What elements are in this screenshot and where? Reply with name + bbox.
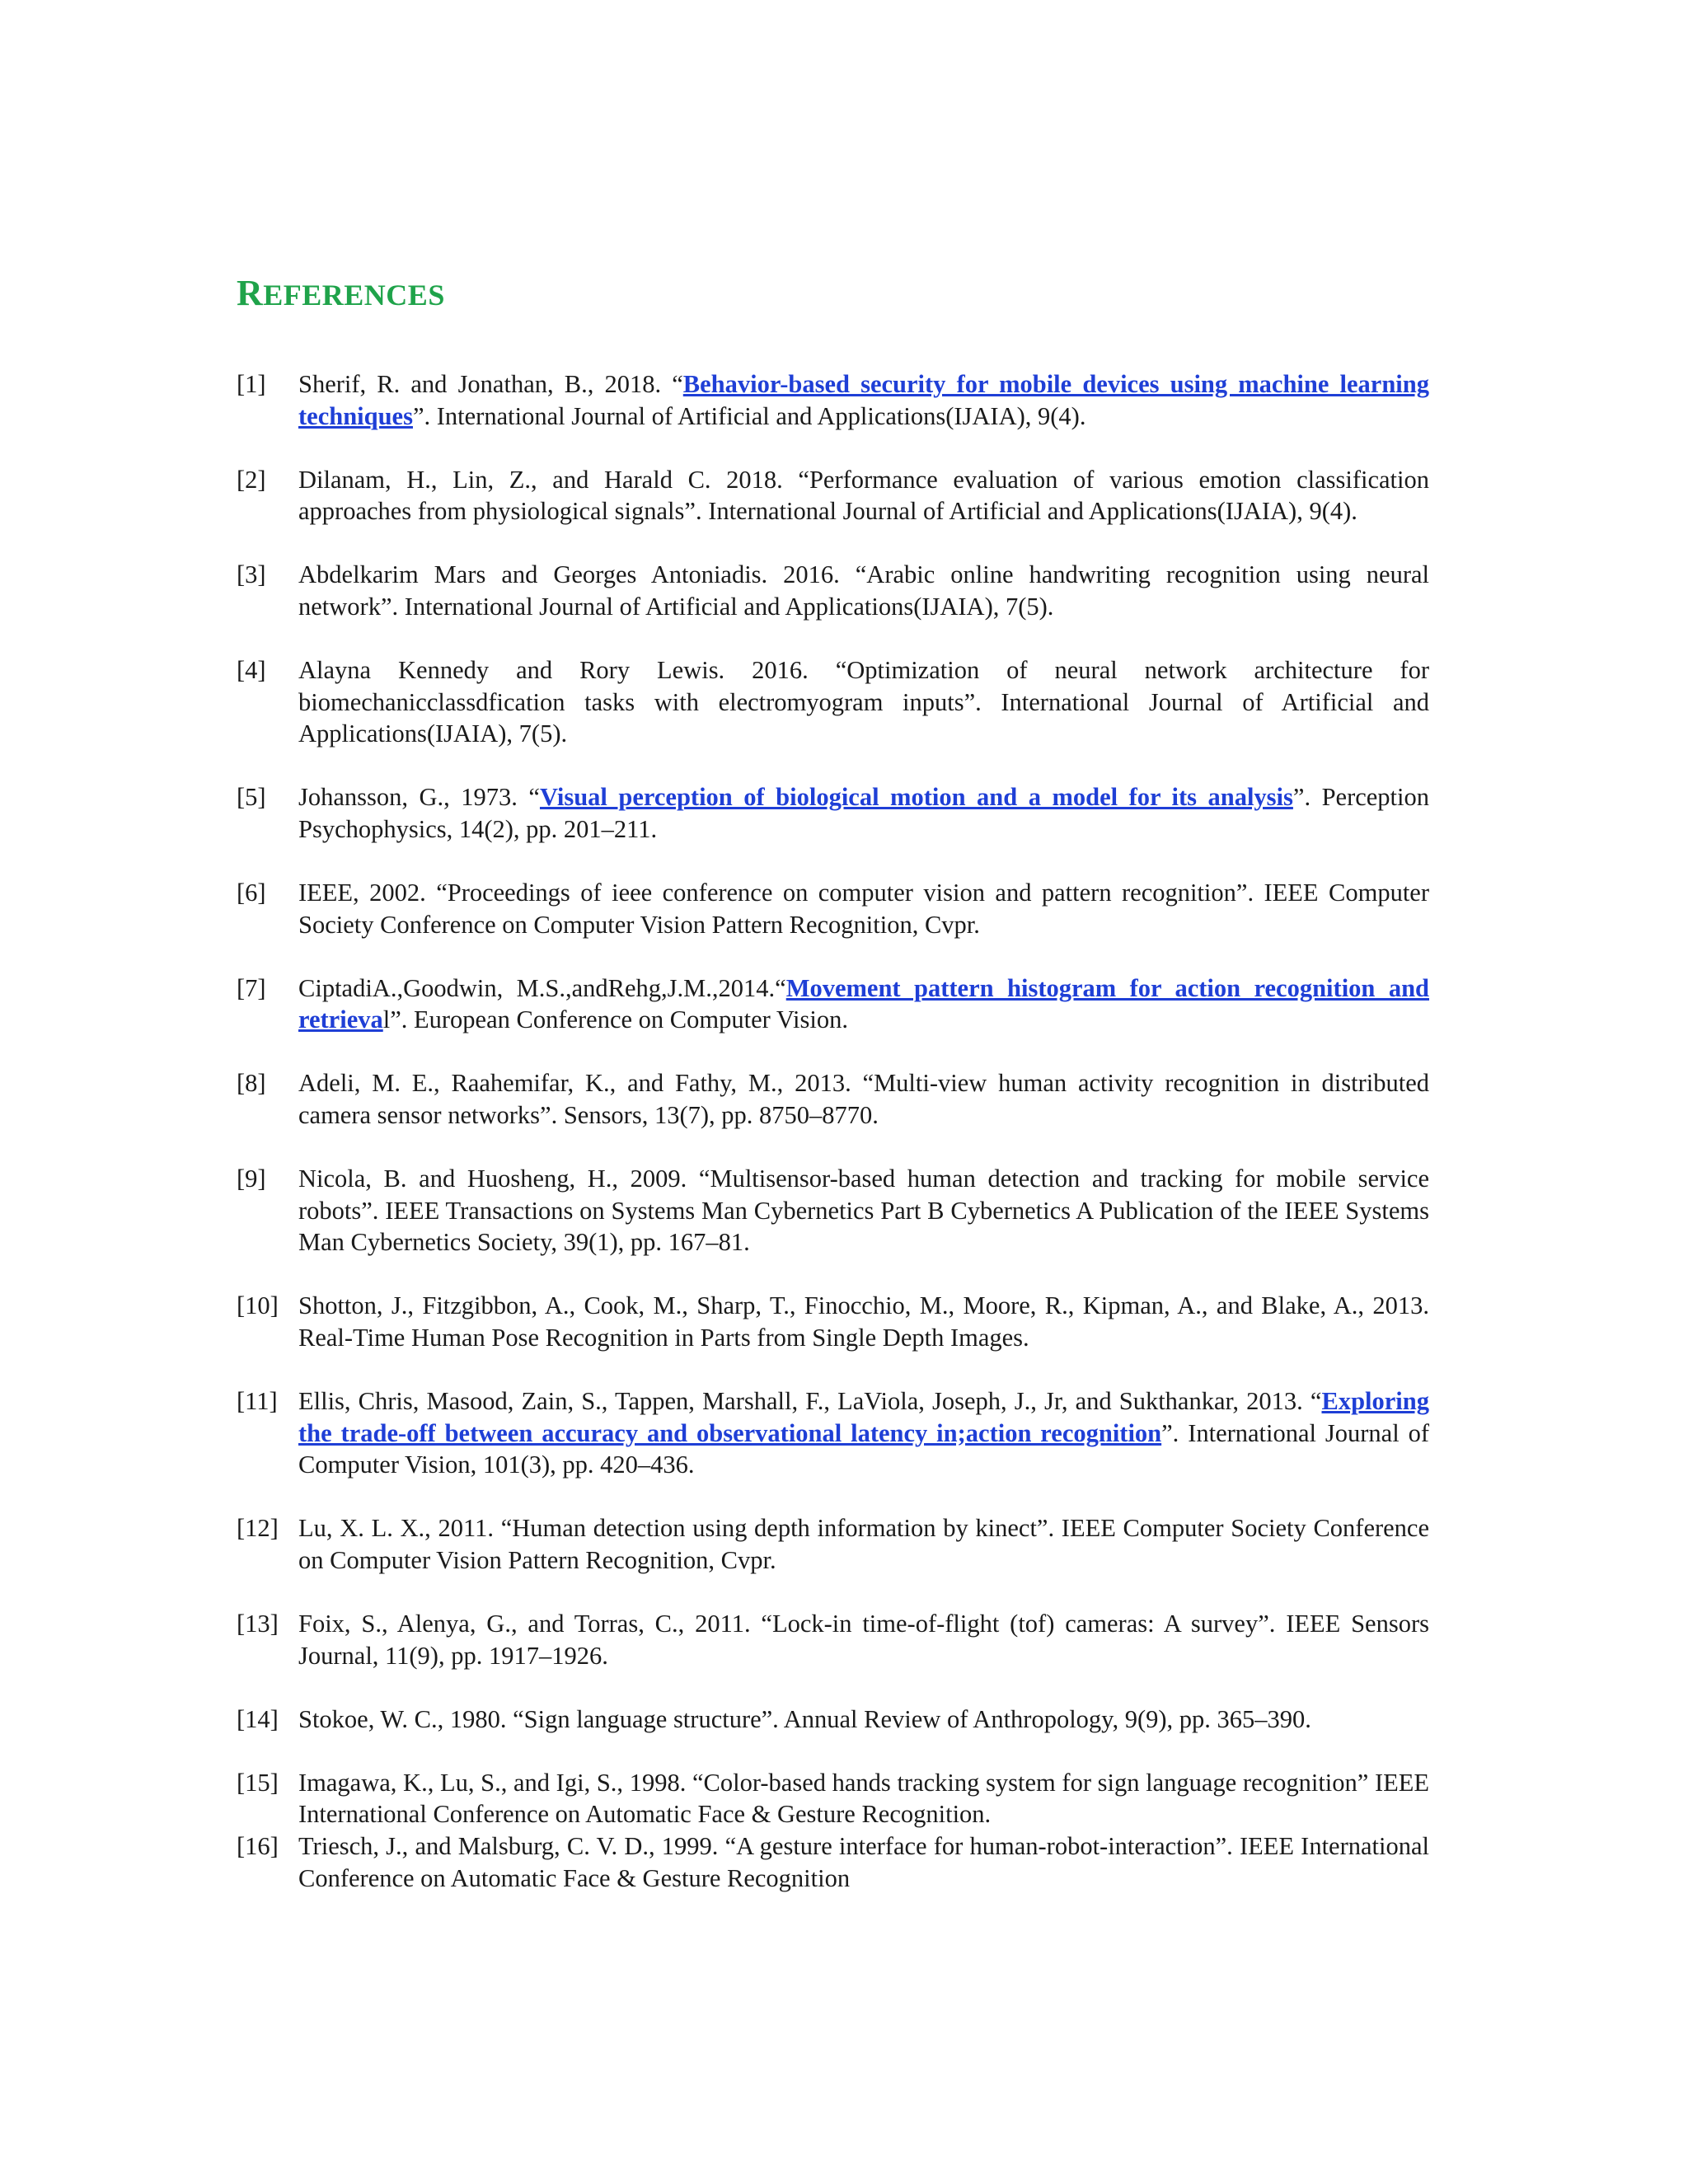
reference-item-5	[237, 781, 1429, 845]
reference-item-4	[237, 654, 1429, 750]
reference-text: Imagawa, K., Lu, S., and Igi, S., 1998. “Color-based hands tracking system for sign language recognition” IEEE International Conference on Automatic Face & Gesture Recognition.	[298, 1768, 1429, 1829]
reference-item-1	[237, 368, 1429, 432]
reference-number: [8]	[237, 1069, 266, 1098]
reference-link[interactable]: Visual perception of biological motion and a model for its analysis	[539, 783, 1293, 812]
reference-item-13	[237, 1608, 1429, 1671]
reference-item-7	[237, 972, 1429, 1036]
reference-text: Foix, S., Alenya, G., and Torras, C., 2011. “Lock-in time-of-flight (tof) cameras: A survey”. IEEE Sensors Journal, 11(9), pp. 1917–1926.	[298, 1610, 1429, 1670]
reference-number: [3]	[237, 560, 266, 589]
reference-text: Dilanam, H., Lin, Z., and Harald C. 2018. “Performance evaluation of various emotion classification approaches from physiological signals”. International Journal of Artificial and Applications(IJAIA), 9(4).	[298, 465, 1429, 526]
reference-list	[237, 368, 1429, 1926]
reference-text-tail: ”. International Journal of Computer Vision, 101(3), pp. 420–436.	[298, 1418, 1429, 1479]
reference-number: [2]	[237, 465, 266, 494]
heading-rest: EFERENCES	[263, 279, 445, 312]
reference-item-3	[237, 559, 1429, 622]
reference-text: Shotton, J., Fitzgibbon, A., Cook, M., Sharp, T., Finocchio, M., Moore, R., Kipman, A., and Blake, A., 2013. Real-Time Human Pose Recognition in Parts from Single Depth Images.	[298, 1291, 1429, 1352]
reference-item-14	[237, 1704, 1429, 1736]
reference-text-tail: ”. International Journal of Artificial and Applications(IJAIA), 9(4).	[412, 401, 1086, 430]
reference-number: [11]	[237, 1387, 278, 1416]
reference-item-9	[237, 1163, 1429, 1258]
reference-number: [4]	[237, 656, 266, 685]
reference-item-10	[237, 1290, 1429, 1353]
reference-text: Sherif, R. and Jonathan, B., 2018. “	[298, 370, 683, 398]
reference-number: [9]	[237, 1165, 266, 1193]
reference-item-2	[237, 464, 1429, 527]
reference-text: Alayna Kennedy and Rory Lewis. 2016. “Optimization of neural network architecture for biomechanicclassdfication tasks with electromyogram inputs”. International Journal of Artificial and Applications(IJAIA), 7(5).	[298, 656, 1429, 748]
reference-item-11	[237, 1385, 1429, 1481]
reference-number: [16]	[237, 1832, 279, 1860]
reference-number: [5]	[237, 783, 266, 812]
reference-text: Lu, X. L. X., 2011. “Human detection using depth information by kinect”. IEEE Computer Society Conference on Computer Vision Pattern Recognition, Cvpr.	[298, 1514, 1429, 1574]
reference-link[interactable]: Exploring the trade-off between accuracy and observational latency in;action recognition	[298, 1387, 1429, 1447]
reference-number: [15]	[237, 1768, 279, 1797]
reference-number: [12]	[237, 1514, 279, 1543]
reference-item-12	[237, 1512, 1429, 1576]
reference-text: CiptadiA.,Goodwin, M.S.,andRehg,J.M.,2014.“	[298, 973, 786, 1002]
reference-number: [14]	[237, 1704, 279, 1733]
reference-text: IEEE, 2002. “Proceedings of ieee conference on computer vision and pattern recognition”. IEEE Computer Society Conference on Computer Vision Pattern Recognition, Cvpr.	[298, 879, 1429, 939]
reference-item-15	[237, 1767, 1429, 1830]
reference-item-6	[237, 877, 1429, 940]
reference-text: Abdelkarim Mars and Georges Antoniadis. 2016. “Arabic online handwriting recognition using neural network”. International Journal of Artificial and Applications(IJAIA), 7(5).	[298, 560, 1429, 621]
reference-text: Nicola, B. and Huosheng, H., 2009. “Multisensor-based human detection and tracking for mobile service robots”. IEEE Transactions on Systems Man Cybernetics Part B Cybernetics A Publication of the IEEE Systems Man Cybernetics Society, 39(1), pp. 167–81.	[298, 1165, 1429, 1257]
reference-text: Stokoe, W. C., 1980. “Sign language structure”. Annual Review of Anthropology, 9(9), pp. 365–390.	[298, 1704, 1311, 1733]
reference-item-8	[237, 1067, 1429, 1131]
reference-number: [1]	[237, 370, 266, 398]
reference-number: [13]	[237, 1610, 279, 1638]
reference-link[interactable]: Behavior-based security for mobile devices using machine learning techniques	[298, 370, 1429, 430]
references-heading	[237, 272, 445, 314]
reference-link[interactable]: Movement pattern histogram for action recognition and retrieva	[298, 973, 1429, 1034]
reference-number: [10]	[237, 1291, 279, 1320]
reference-number: [6]	[237, 879, 266, 907]
reference-text: Triesch, J., and Malsburg, C. V. D., 1999. “A gesture interface for human-robot-interaction”. IEEE International Conference on Automatic Face & Gesture Recognition	[298, 1832, 1429, 1892]
heading-initial: R	[237, 273, 264, 313]
reference-text-tail: l”. European Conference on Computer Vision.	[382, 1005, 848, 1034]
reference-text: Johansson, G., 1973. “	[298, 783, 540, 812]
reference-text: Adeli, M. E., Raahemifar, K., and Fathy, M., 2013. “Multi-view human activity recognition in distributed camera sensor networks”. Sensors, 13(7), pp. 8750–8770.	[298, 1069, 1429, 1129]
reference-text-tail: ”. Perception Psychophysics, 14(2), pp. 201–211.	[298, 783, 1429, 843]
reference-number: [7]	[237, 973, 266, 1002]
reference-text: Ellis, Chris, Masood, Zain, S., Tappen, Marshall, F., LaViola, Joseph, J., Jr, and Sukthankar, 2013. “	[298, 1387, 1322, 1416]
reference-item-16	[237, 1830, 1429, 1894]
